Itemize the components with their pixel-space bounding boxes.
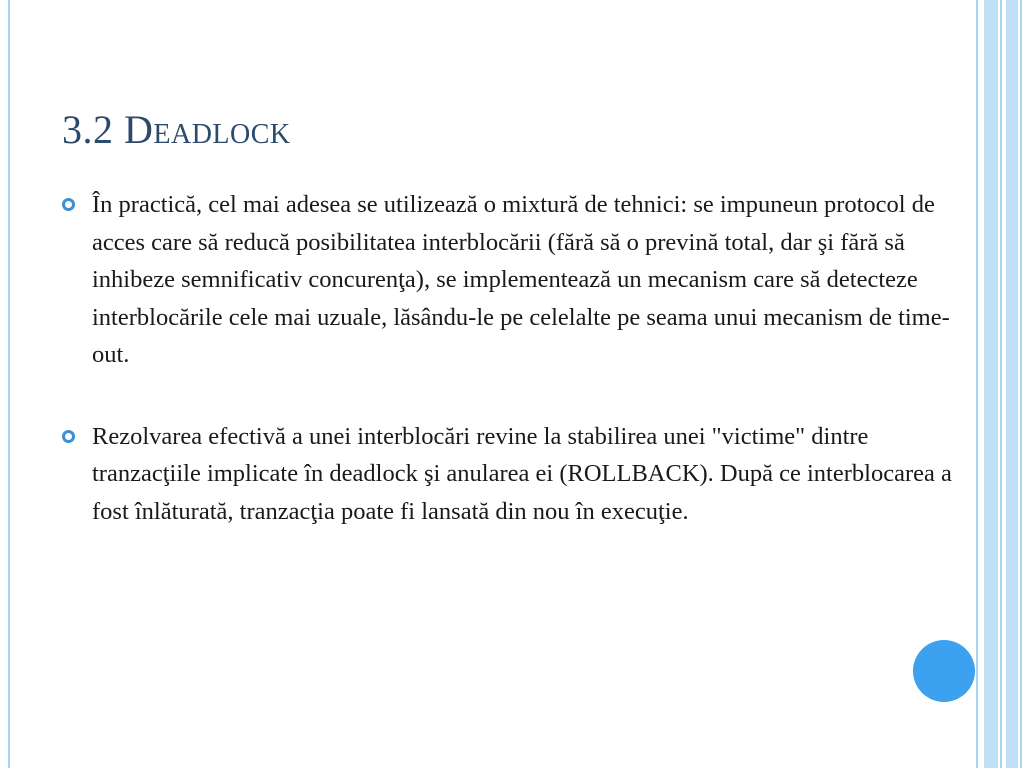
right-decorative-frame [976,0,1024,768]
ring-bullet-icon [62,198,75,211]
left-border-line [8,0,10,768]
slide-body [62,186,962,530]
bullet-text: În practică, cel mai adesea se utilizează o mixtură de tehnici: se impuneun protocol de acces care să reducă posibilitatea interblocării (fără să o prevină total, dar şi fără să inhibeze semnificativ concurenţa), se implementează un mecanism care să detecteze interblocările cele mai uzuale, lăsându-le pe celelalte pe seama unui mecanism de time-out. [92,191,950,368]
ring-bullet-icon [62,430,75,443]
frame-stripe [1020,0,1022,768]
frame-stripe [1000,0,1002,768]
bullet-item [62,186,962,374]
bullet-item [62,418,962,531]
frame-stripe [976,0,978,768]
frame-stripe [1006,0,1018,768]
frame-stripe [984,0,998,768]
bullet-text: Rezolvarea efectivă a unei interblocări revine la stabilirea unei "victime" dintre tranzacţiile implicate în deadlock şi anularea ei (ROLLBACK). După ce interblocarea a fost înlăturată, tranzacţia poate fi lansată din nou în execuţie. [92,422,952,525]
slide-title: 3.2 Deadlock [62,107,291,152]
decorative-circle-icon [913,640,975,702]
